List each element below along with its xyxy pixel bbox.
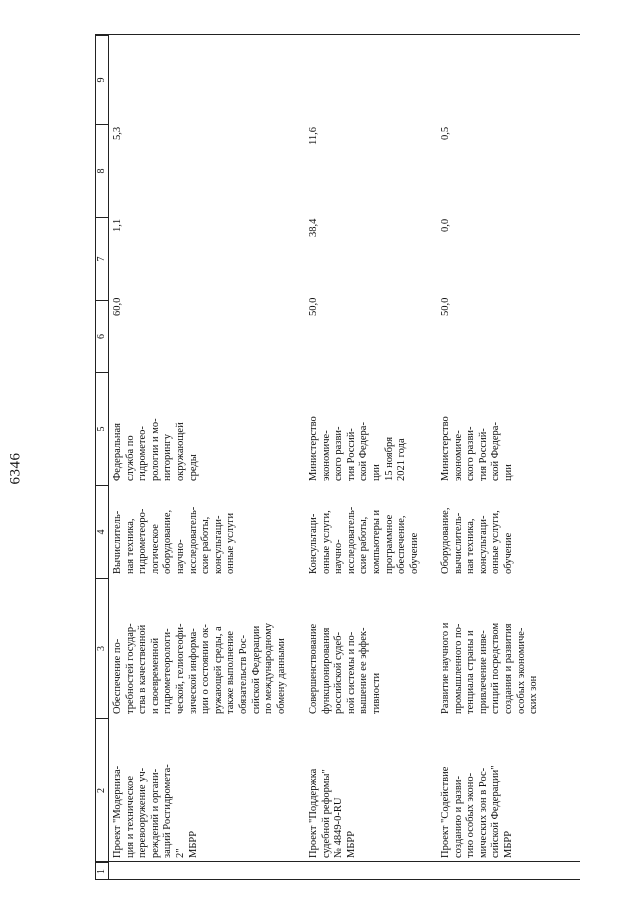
- amount-col6: 60,0: [112, 297, 123, 316]
- expenditure-items: Вычислитель- ная техника, гидрометеоро- логическое оборудование, научно- исследователь- ские работы, консультаци- онные услуги: [112, 506, 237, 574]
- rotated-table-container: [95, 35, 580, 880]
- responsible-body: Федеральная служба по гидрометео- рологии и мо- ниторингу окружающей среды: [112, 418, 199, 481]
- col-border-right: [95, 34, 580, 35]
- page-number: 6346: [7, 452, 24, 485]
- project-goal: Обеспечение по- требностей государ- ства в качественной и своевременной гидрометеорологи- ческой, гелиогеофи- зической информа- ции о состоянии ок- ружающей среды, а также выполнение обязательств Рос- сийской Федерации по международному обмену данными: [112, 622, 287, 714]
- col-header-5: 5: [95, 372, 108, 485]
- project-name: Проект "Поддержка судебной реформы" № 4849-0-RU МБРР: [308, 768, 357, 858]
- expenditure-items: Оборудование, вычислитель- ная техника, консультаци- онные услуги, обучение: [440, 507, 514, 574]
- responsible-body: Министерство экономиче- ского разви- тия Россий- ской Федера- ции: [440, 416, 514, 481]
- col-header-2: 2: [95, 718, 108, 862]
- data-table: [95, 35, 580, 880]
- col-header-3: 3: [95, 578, 108, 718]
- amount-col7: 38,4: [308, 218, 319, 237]
- project-name: Проект "Модерниза- ция и техническое перевооружение уч- реждений и органи- заций Росгидромета- 2" МБРР: [112, 764, 199, 858]
- col-header-8: 8: [95, 124, 108, 217]
- col-header-9: 9: [95, 35, 108, 124]
- amount-col8: 11,6: [308, 127, 319, 145]
- col-header-1: 1: [95, 862, 108, 880]
- col-header-4: 4: [95, 485, 108, 578]
- amount-col7: 1,1: [112, 218, 123, 232]
- project-goal: Совершенствование функционирования российской судеб- ной системы и по- вышение ее эффек- тивности: [308, 623, 382, 714]
- project-goal: Развитие научного и промышленного по- тенциала страны и привлечение инве- стиций посредством создания и развития особых экономиче- ских зон: [440, 622, 540, 714]
- expenditure-items: Консультаци- онные услуги, научно- исследователь- ские работы, компьютеры и программное обеспечение, обучение: [308, 506, 420, 574]
- amount-col7: 0,0: [440, 218, 451, 232]
- header-bottom-rule: [108, 35, 109, 880]
- amount-col6: 50,0: [308, 297, 319, 316]
- project-name: Проект "Содействие созданию и разви- тию особых эконо- мических зон в Рос- сийской Федерации" МБРР: [440, 765, 514, 858]
- amount-col8: 0,5: [440, 126, 451, 140]
- responsible-body: Министерство экономиче- ского разви- тия Россий- ской Федера- ции 15 ноября 2021 года: [308, 416, 408, 481]
- amount-col8: 5,3: [112, 126, 123, 140]
- col-border-left: [95, 879, 580, 880]
- table-top-rule: [95, 35, 96, 880]
- col-header-7: 7: [95, 217, 108, 300]
- col-header-6: 6: [95, 300, 108, 372]
- col-border-1-2: [95, 861, 580, 862]
- amount-col6: 50,0: [440, 297, 451, 316]
